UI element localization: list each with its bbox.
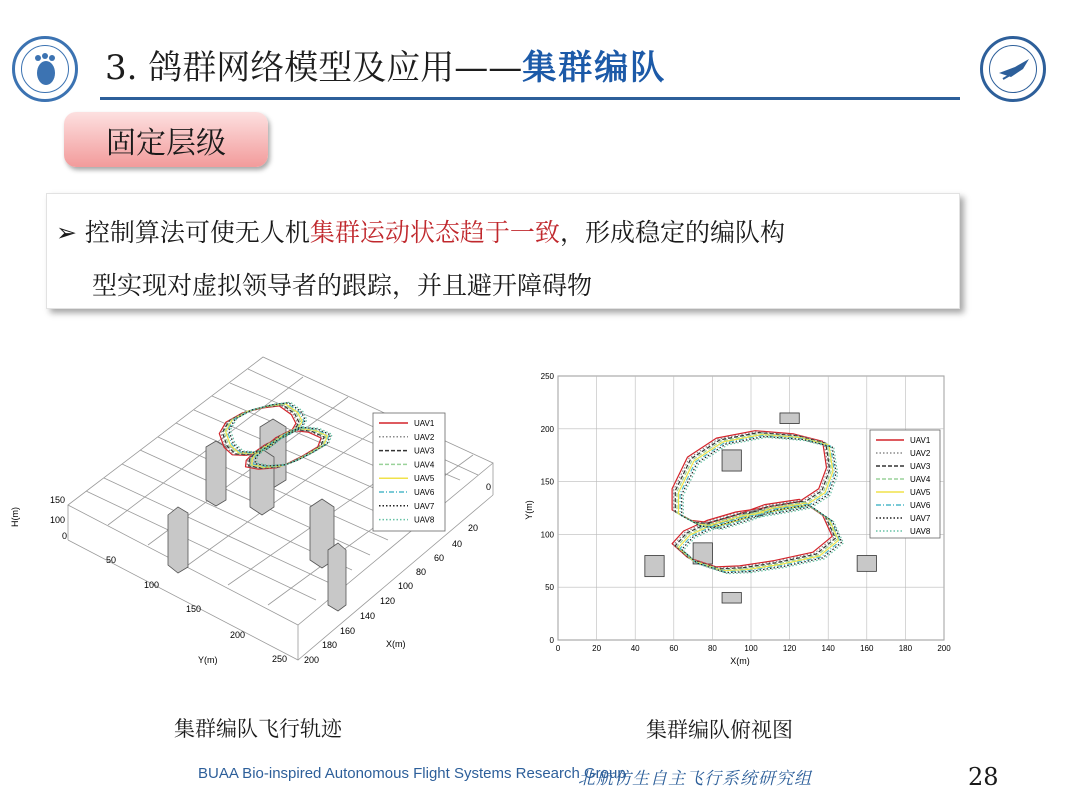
x-tick-label: 0 [555, 644, 561, 653]
z-tick-150: 150 [50, 495, 66, 505]
trajectory-3d-figure [10, 355, 508, 675]
obstacle [722, 450, 741, 471]
x-axis-label: X(m) [730, 656, 750, 666]
title-rule [100, 97, 960, 100]
bullet-text-after: ，形成稳定的编队构 [559, 218, 785, 247]
x-tick-100: 100 [398, 581, 414, 591]
university-logo [980, 36, 1046, 102]
x-tick-0: 0 [486, 482, 492, 492]
left-figure-caption: 集群编队飞行轨迹 [174, 717, 342, 741]
x-tick-200: 200 [304, 655, 320, 665]
y-tick-150: 150 [186, 604, 202, 614]
x-tick-label: 200 [937, 644, 951, 653]
right-figure-caption: 集群编队俯视图 [646, 718, 793, 742]
title-accent: 集群编队 [522, 48, 667, 88]
bullet-line-1 [56, 213, 785, 249]
legend-label: UAV2 [910, 449, 931, 458]
y-axis-label: Y(m) [198, 655, 218, 665]
legend-label: UAV7 [414, 501, 435, 511]
bullet-text-before: 控制算法可使无人机 [84, 218, 310, 247]
legend-3d [373, 413, 445, 531]
y-tick-200: 200 [230, 630, 246, 640]
obstacle [857, 556, 876, 572]
lab-logo [12, 36, 78, 102]
legend-label: UAV4 [910, 475, 931, 484]
section-badge: 固定层级 [64, 112, 268, 167]
z-axis-label: H(m) [10, 507, 20, 527]
plane-emblem-icon [997, 55, 1031, 85]
x-tick-20: 20 [468, 523, 479, 533]
x-tick-120: 120 [380, 596, 396, 606]
x-tick-label: 20 [592, 644, 602, 653]
obstacle [780, 413, 799, 424]
y-tick-label: 50 [545, 583, 554, 593]
footer-group-en: BUAA Bio-inspired Autonomous Flight Systems Research Group [198, 765, 626, 782]
legend-label: UAV1 [414, 419, 435, 428]
legend-label: UAV8 [910, 527, 931, 536]
x-tick-label: 140 [821, 644, 835, 653]
legend-label: UAV5 [414, 474, 435, 484]
y-tick-label: 100 [540, 530, 554, 540]
legend-top-view [870, 430, 940, 538]
y-tick-100: 100 [144, 580, 160, 590]
title-separator: —— [454, 48, 523, 88]
x-axis-label: X(m) [386, 639, 406, 649]
legend-label: UAV8 [414, 515, 435, 525]
page-title [105, 40, 666, 89]
y-tick-label: 250 [540, 372, 554, 381]
legend-label: UAV3 [414, 446, 435, 456]
x-tick-160: 160 [340, 626, 356, 636]
y-tick-50: 50 [106, 555, 117, 565]
z-tick-100: 100 [50, 515, 66, 525]
x-tick-60: 60 [434, 553, 445, 563]
bullet-line-2: 型实现对虚拟领导者的跟踪，并且避开障碍物 [92, 271, 593, 300]
x-tick-80: 80 [416, 567, 427, 577]
legend-label: UAV6 [910, 501, 931, 510]
y-tick-250: 250 [272, 654, 288, 664]
x-tick-label: 40 [630, 644, 640, 653]
legend-label: UAV1 [910, 436, 931, 445]
legend-label: UAV4 [414, 460, 435, 470]
x-tick-label: 180 [898, 644, 913, 653]
title-prefix: 3. 鸽群网络模型及应用 [105, 48, 455, 88]
x-tick-label: 80 [707, 644, 717, 653]
legend-label: UAV6 [414, 488, 435, 497]
legend-label: UAV5 [910, 488, 931, 497]
legend-label: UAV2 [414, 432, 435, 442]
x-tick-label: 60 [669, 644, 679, 653]
x-tick-label: 100 [744, 644, 758, 653]
footer-group-cn: 北航仿生自主飞行系统研究组 [578, 769, 812, 789]
y-tick-label: 200 [540, 424, 554, 434]
x-tick-140: 140 [360, 611, 376, 621]
bullet-highlight: 集群运动状态趋于一致 [309, 218, 560, 247]
y-axis-label: Y(m) [524, 500, 534, 520]
x-tick-180: 180 [322, 640, 338, 650]
legend-label: UAV3 [910, 462, 931, 471]
x-tick-label: 160 [860, 644, 874, 653]
y-tick-label: 0 [549, 636, 554, 645]
page-number: 28 [968, 763, 999, 791]
obstacle [722, 592, 741, 603]
x-tick-40: 40 [452, 539, 463, 549]
bullet-marker: ➢ [56, 218, 77, 247]
legend-label: UAV7 [910, 514, 931, 523]
top-view-figure [520, 362, 960, 672]
z-tick-0: 0 [62, 531, 68, 541]
x-tick-label: 120 [782, 644, 797, 653]
footprint-icon [31, 53, 61, 87]
obstacle [645, 556, 664, 577]
y-tick-label: 150 [540, 477, 554, 487]
